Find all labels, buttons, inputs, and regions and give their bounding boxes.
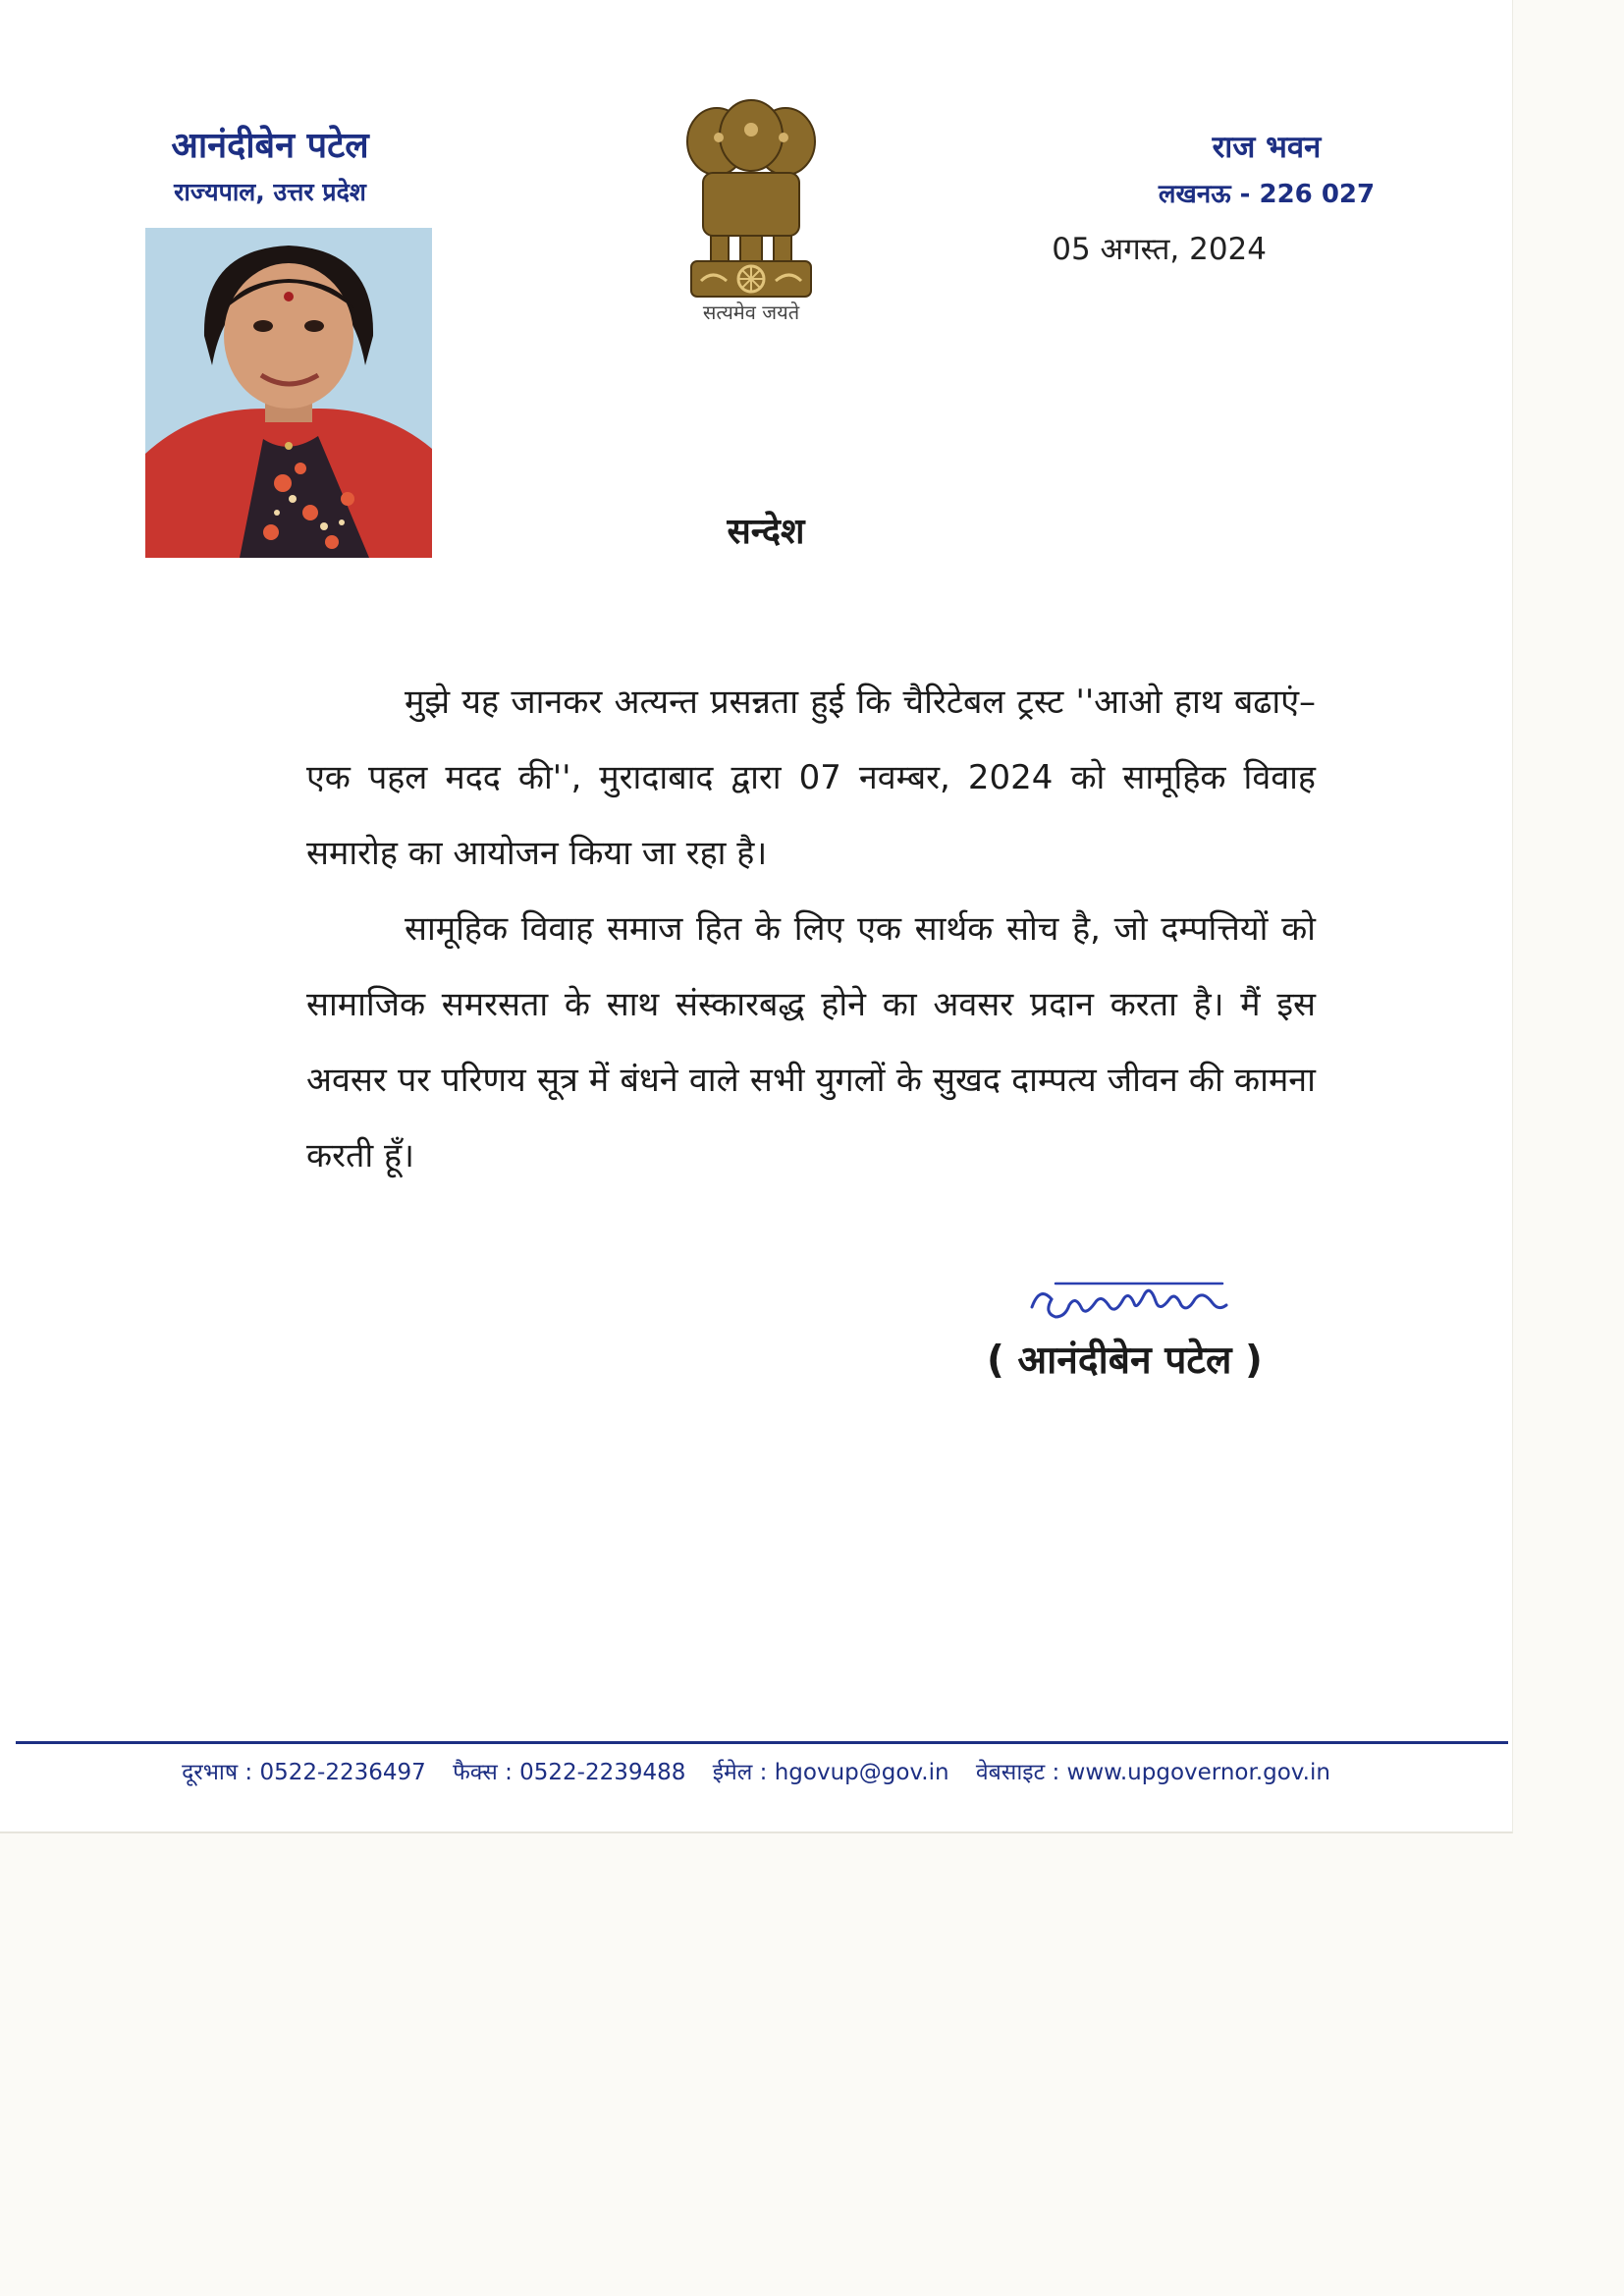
footer-email[interactable]: ईमेल : hgovup@gov.in [712, 1760, 949, 1785]
body-paragraph-1: मुझे यह जानकर अत्यन्त प्रसन्नता हुई कि चैरिटेबल ट्रस्ट ''आओ हाथ बढाएं–एक पहल मदद की'', मुरादाबाद द्वारा 07 नवम्बर, 2024 को सामूहिक विवाह समारोह का आयोजन किया जा रहा है। [306, 683, 1316, 873]
signatory-name: ( आनंदीबेन पटेल ) [987, 1339, 1263, 1383]
handwritten-signature [1026, 1274, 1232, 1333]
office-name: राज भवन [1212, 130, 1322, 165]
footer-website[interactable]: वेबसाइट : www.upgovernor.gov.in [975, 1760, 1330, 1785]
national-emblem-icon [677, 96, 825, 304]
body-paragraph-2: सामूहिक विवाह समाज हित के लिए एक सार्थक सोच है, जो दम्पत्तियों को सामाजिक समरसता के साथ संस्कारबद्ध होने का अवसर प्रदान करता है। मैं इस अवसर पर परिणय सूत्र में बंधने वाले सभी युगलों के सुखद दाम्पत्य जीवन की कामना करती हूँ। [306, 909, 1316, 1175]
letter-heading: सन्देश [727, 512, 805, 552]
letter-body [306, 665, 1316, 1194]
contact-footer [0, 1755, 1512, 1786]
footer-fax: फैक्स : 0522-2239488 [453, 1760, 686, 1785]
footer-divider [16, 1741, 1508, 1744]
footer-phone: दूरभाष : 0522-2236497 [182, 1760, 426, 1785]
letter-date: 05 अगस्त, 2024 [1052, 232, 1267, 267]
sender-title: राज्यपाल, उत्तर प्रदेश [174, 178, 366, 206]
office-pin: लखनऊ - 226 027 [1158, 180, 1376, 209]
sender-name: आनंदीबेन पटेल [171, 126, 369, 166]
emblem-motto: सत्यमेव जयते [702, 301, 800, 324]
